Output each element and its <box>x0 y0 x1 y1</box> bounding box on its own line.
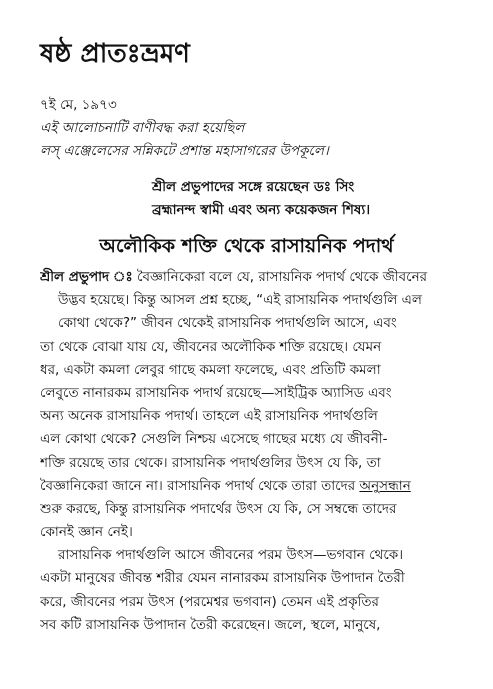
body-line: লেবুতে নানারকম রাসায়নিক পদার্থ রয়েছে—সাইট্রিক অ্যাসিড এবং <box>40 384 392 401</box>
intro-note-line-2: লস্ এঞ্জেলেসের সন্নিকটে প্রশান্ত মহাসাগরের উপকূলে। <box>40 143 329 159</box>
body-line: শক্তি রয়েছে তার থেকে। রাসায়নিক পদার্থগুলির উৎস যে কি, তা <box>40 454 381 471</box>
body-line: করে, জীবনের পরম উৎস (পরমেশ্বর ভগবান) তেমন এই প্রকৃতির <box>40 593 379 610</box>
body-line: রাসায়নিক পদার্থগুলি আসে জীবনের পরম উৎস—ভগবান থেকে। <box>58 547 404 564</box>
participants-line-1: শ্রীল প্রভুপাদের সঙ্গে রয়েছেন ডঃ সিং <box>152 179 355 195</box>
section-title: অলৌকিক শক্তি থেকে রাসায়নিক পদার্থ <box>99 235 394 257</box>
body-text <box>40 266 470 637</box>
body-line-text: বৈজ্ঞানিকেরা জানে না। রাসায়নিক পদার্থ থেকে তারা তাদের <box>40 477 360 494</box>
participants-line-2: ব্রহ্মানন্দ স্বামী এবং অন্য কয়েকজন শিষ্য। <box>152 202 371 218</box>
chapter-title: ষষ্ঠ প্রাতঃভ্রমণ <box>40 39 190 69</box>
body-line-text: বৈজ্ঞানিকেরা বলে যে, রাসায়নিক পদার্থ থেকে জীবনের <box>132 269 428 285</box>
body-line: তা থেকে বোঝা যায় যে, জীবনের অলৌকিক শক্তি রয়েছে। যেমন <box>40 338 382 355</box>
intro-block <box>40 94 329 163</box>
body-line: উদ্ভব হয়েছে। কিন্তু আসল প্রশ্ন হচ্ছে, “এই রাসায়নিক পদার্থগুলি এল <box>58 292 422 309</box>
intro-date: ৭ই মে, ১৯৭৩ <box>40 97 117 113</box>
body-line: ধর, একটা কমলা লেবুর গাছে কমলা ফলেছে, এবং প্রতিটি কমলা <box>40 361 381 378</box>
participants-block <box>152 176 370 222</box>
speaker-label: শ্রীল প্রভুপাদ ঃ <box>40 269 133 285</box>
body-line: কোথা থেকে?” জীবন থেকেই রাসায়নিক পদার্থগুলি আসে, এবং <box>58 315 397 332</box>
body-line <box>40 266 470 289</box>
underlined-word: অনুসন্ধান <box>359 477 411 494</box>
body-line: এল কোথা থেকে? সেগুলি নিশ্চয় এসেছে গাছের মধ্যে যে জীবনী- <box>40 431 388 448</box>
intro-note-line-1: এই আলোচনাটি বাণীবদ্ধ করা হয়েছিল <box>40 120 245 136</box>
body-line: সব কটি রাসায়নিক উপাদান তৈরী করেছেন। জলে, স্থলে, মানুষে, <box>40 616 381 633</box>
body-line: একটা মানুষের জীবন্ত শরীর যেমন নানারকম রাসায়নিক উপাদান তৈরী <box>40 570 405 587</box>
body-line: শুরু করছে, কিন্তু রাসায়নিক পদার্থের উৎস যে কি, সে সম্বন্ধে তাদের <box>40 500 397 517</box>
body-line <box>40 475 470 498</box>
body-line: অন্য অনেক রাসায়নিক পদার্থ। তাহলে এই রাসায়নিক পদার্থগুলি <box>40 408 378 425</box>
body-line: কোনই জ্ঞান নেই। <box>40 524 133 541</box>
